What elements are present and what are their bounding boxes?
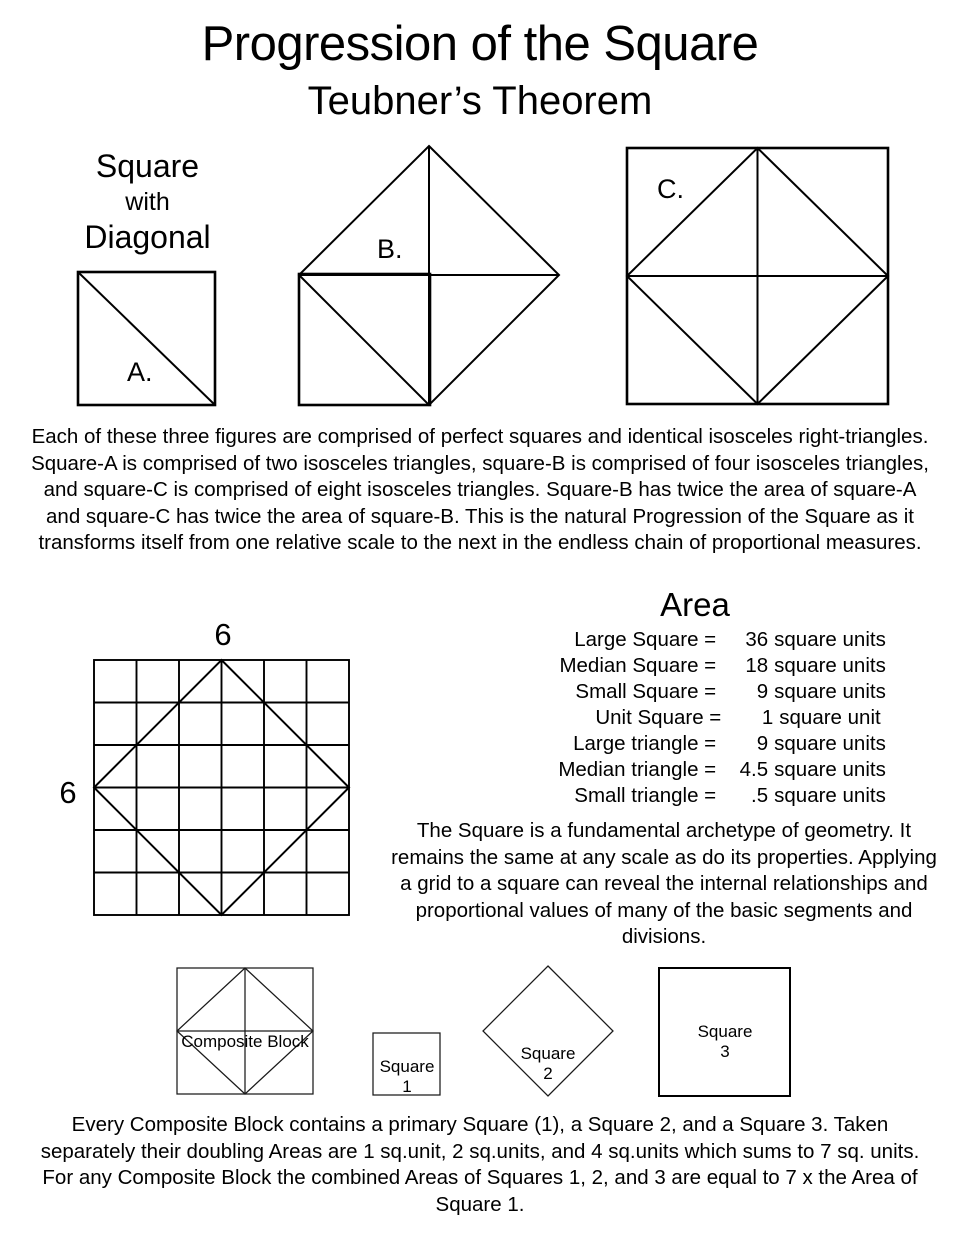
area-row-unit: square units bbox=[774, 654, 886, 677]
square-3-label bbox=[660, 1022, 790, 1062]
area-list bbox=[455, 627, 935, 809]
area-row-unit: square units bbox=[774, 758, 886, 781]
area-row bbox=[455, 757, 935, 783]
area-row-unit: square units bbox=[774, 732, 886, 755]
area-row bbox=[455, 627, 935, 653]
square-caption-line1: Square bbox=[95, 148, 200, 184]
square-1-label-line1: Square bbox=[379, 1057, 435, 1076]
composite-block-shape bbox=[177, 968, 313, 1094]
area-row-label: Unit Square = bbox=[595, 706, 722, 729]
square-3-label-line2: 3 bbox=[720, 1042, 730, 1061]
composite-note-paragraph: Every Composite Block contains a primary Square (1), a Square 2, and a Square 3. Taken separately their doubling Areas are 1 sq.unit, 2 sq.units, and 4 sq.units which sums to 7 sq. units. For any Composite Block the combined Areas of Squares 1, 2, and 3 are equal to 7 x the Area of Square 1. bbox=[40, 1113, 920, 1216]
square-3-label-line1: Square bbox=[697, 1022, 753, 1041]
area-row-label: Median Square = bbox=[559, 654, 717, 677]
grid-dimension-left: 6 bbox=[59, 775, 77, 810]
figure-a-label: A. bbox=[127, 357, 153, 387]
bottom-shapes-svg bbox=[0, 950, 960, 1110]
area-row bbox=[455, 679, 935, 705]
area-row-label: Large triangle = bbox=[573, 732, 717, 755]
area-row-label: Large Square = bbox=[574, 628, 717, 651]
figure-c-label: C. bbox=[657, 174, 684, 204]
area-row-label: Small Square = bbox=[575, 680, 717, 703]
grid-note-paragraph: The Square is a fundamental archetype of geometry. It remains the same at any scale as do its properties. Applying a grid to a square can reveal the internal relationships and proportional values of many of the basic segments and divisions. bbox=[391, 819, 937, 948]
square-1-label bbox=[373, 1057, 441, 1097]
composite-block-label: Composite Block bbox=[181, 1032, 309, 1051]
area-row-unit: square units bbox=[774, 628, 886, 651]
figure-b-label: B. bbox=[377, 234, 403, 264]
figure-b-diamond bbox=[299, 146, 559, 405]
area-row-label: Median triangle = bbox=[558, 758, 717, 781]
area-row-unit: square unit bbox=[779, 706, 881, 729]
intro-paragraph: Each of these three figures are comprised of perfect squares and identical isosceles right-triangles. Square-A is comprised of two isosceles triangles, square-B is comprised of four isosceles triangles, and square-C is comprised of eight isosceles triangles. Square-B has twice the area of square-A and square-C has twice the area of square-B. This is the natural Progression of the Square as it transforms itself from one relative scale to the next in the endless chain of proportional measures. bbox=[31, 425, 929, 554]
area-row bbox=[455, 705, 935, 731]
square-2-label-line2: 2 bbox=[543, 1064, 553, 1083]
square-1-label-line2: 1 bbox=[402, 1077, 412, 1096]
area-row-value: 1 bbox=[761, 706, 774, 729]
area-row bbox=[455, 783, 935, 809]
area-row-label: Small triangle = bbox=[574, 784, 717, 807]
area-row-unit: square units bbox=[774, 784, 886, 807]
square-2-label bbox=[500, 1044, 596, 1084]
area-row-value: 4.5 bbox=[739, 758, 769, 781]
area-row bbox=[455, 653, 935, 679]
area-row-value: 9 bbox=[756, 732, 769, 755]
area-row-value: 18 bbox=[745, 654, 769, 677]
area-heading: Area bbox=[660, 586, 730, 623]
grid-lines bbox=[94, 660, 349, 915]
area-row-value: .5 bbox=[751, 784, 769, 807]
grid-dimension-top: 6 bbox=[214, 617, 232, 652]
area-row-value: 36 bbox=[745, 628, 769, 651]
page-title: Progression of the Square bbox=[201, 17, 759, 71]
square-caption-line3: Diagonal bbox=[84, 219, 211, 255]
grid-figure-svg bbox=[60, 640, 380, 940]
square-caption-line2: with bbox=[125, 188, 170, 216]
area-row-unit: square units bbox=[774, 680, 886, 703]
area-row bbox=[455, 731, 935, 757]
page-subtitle: Teubner’s Theorem bbox=[307, 79, 653, 123]
area-row-value: 9 bbox=[756, 680, 769, 703]
square-2-label-line1: Square bbox=[520, 1044, 576, 1063]
